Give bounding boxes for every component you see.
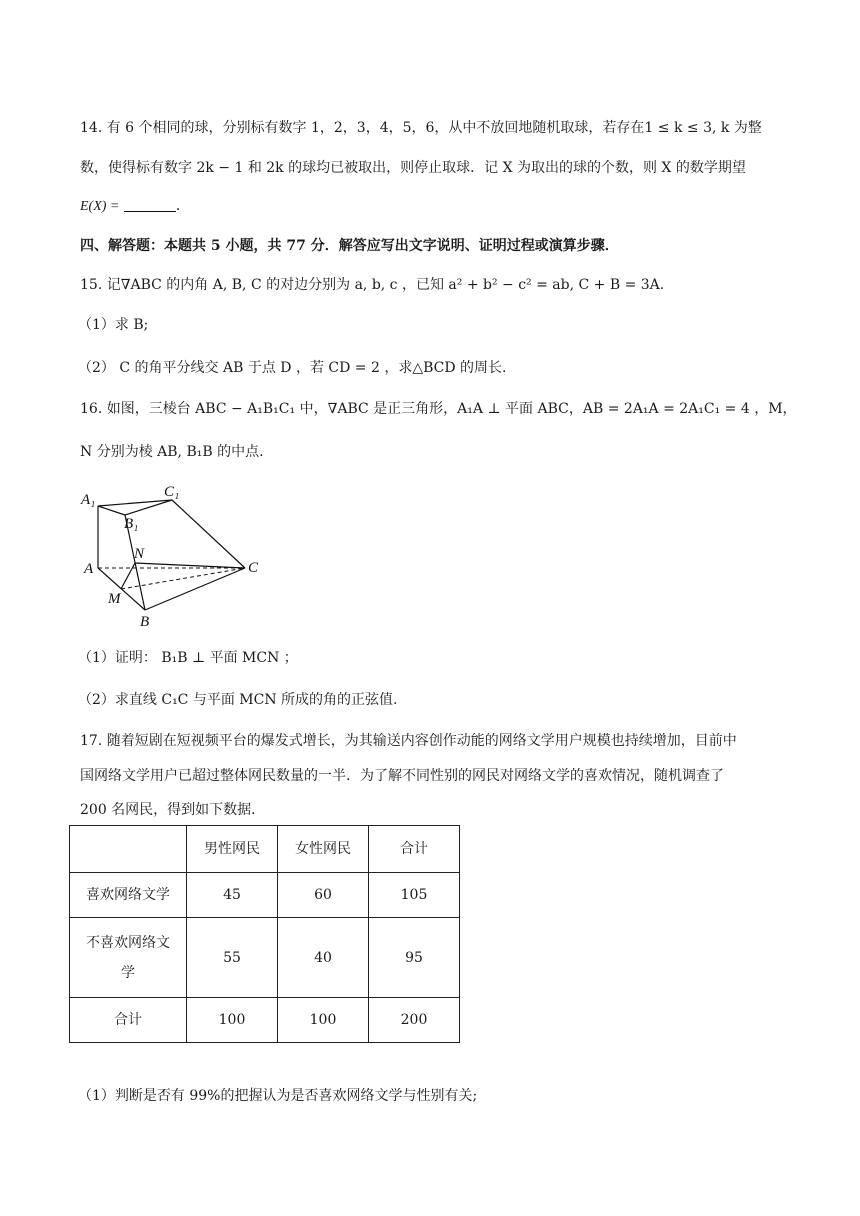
q16-part1: （1）证明： B₁B ⊥ 平面 MCN ； [78,650,298,666]
q16-stem1: 16. 如图，三棱台 ABC − A₁B₁C₁ 中，∇ABC 是正三角形，A₁A ⊥ 平面 ABC，AB = 2A₁A = 2A₁C₁ = 4 ，M， [80,401,797,417]
q15-part2: （2） C 的角平分线交 AB 于点 D ，若 CD = 2 ，求△BCD 的周长. [78,360,507,376]
q17-stem3: 200 名网民，得到如下数据． [80,802,266,818]
label-b1: B₁ [124,516,139,532]
answer-blank [124,197,176,212]
label-b: B [140,614,150,630]
edge-c1c [172,500,245,568]
q14-line3 [80,196,190,217]
q17-stem1: 17. 随着短剧在短视频平台的爆发式增长，为其输送内容创作动能的网络文学用户规模也持续增加，目前中 [80,733,737,749]
table-cell: 200 [369,998,460,1043]
survey-table [69,825,460,1043]
table-header-row [70,826,460,873]
q15-part1: （1）求 B; [78,317,149,333]
q14-line2: 数，使得标有数字 2k − 1 和 2k 的球均已被取出，则停止取球．记 X 为取出的球的个数，则 X 的数学期望 [80,160,746,176]
table-cell: 60 [278,873,369,918]
table-header-cell: 合计 [369,826,460,873]
q17-part1: （1）判断是否有 99%的把握认为是否喜欢网络文学与性别有关; [78,1088,478,1104]
q14-line1: 14. 有 6 个相同的球，分别标有数字 1，2，3，4，5，6，从中不放回地随机取球，若存在1 ≤ k ≤ 3, k 为整 [80,120,762,136]
table-cell: 喜欢网络文学 [70,873,187,918]
section-heading: 四、解答题：本题共 5 小题，共 77 分．解答应写出文字说明、证明过程或演算步骤． [80,238,619,254]
table-cell: 55 [187,918,278,998]
table-row [70,998,460,1043]
table-header-cell [70,826,187,873]
label-a: A [84,561,94,577]
table-row [70,918,460,998]
frustum-figure [78,480,278,630]
table-cell: 95 [369,918,460,998]
q15-stem: 15. 记∇ABC 的内角 A, B, C 的对边分别为 a, b, c ，已知 a² + b² − c² = ab, C + B = 3A. [80,277,665,293]
table-cell: 45 [187,873,278,918]
table-header-cell: 女性网民 [278,826,369,873]
table-row [70,873,460,918]
label-m: M [108,591,121,607]
q14-end: ． [175,198,190,214]
label-a1: A₁ [81,492,96,508]
segment-nc [135,563,245,568]
table-cell: 105 [369,873,460,918]
label-c1: C₁ [164,484,180,500]
table-header-cell: 男性网民 [187,826,278,873]
table-cell: 100 [278,998,369,1043]
q16-stem2: N 分别为棱 AB, B₁B 的中点. [80,444,264,460]
expectation-label: E(X) = [80,199,120,214]
q17-stem2: 国网络文学用户已超过整体网民数量的一半．为了解不同性别的网民对网络文学的喜欢情况，随机调查了 [80,768,724,784]
segment-nm [121,563,135,589]
table-cell: 40 [278,918,369,998]
label-c: C [248,560,259,576]
table-cell [70,918,187,998]
table-cell-text: 不喜欢网络文学 [86,934,170,981]
q16-part2: （2）求直线 C₁C 与平面 MCN 所成的角的正弦值. [78,692,398,708]
edge-a1b1 [98,506,125,515]
edge-bc [145,568,245,610]
table-cell: 100 [187,998,278,1043]
table-cell: 合计 [70,998,187,1043]
label-n: N [134,546,145,562]
